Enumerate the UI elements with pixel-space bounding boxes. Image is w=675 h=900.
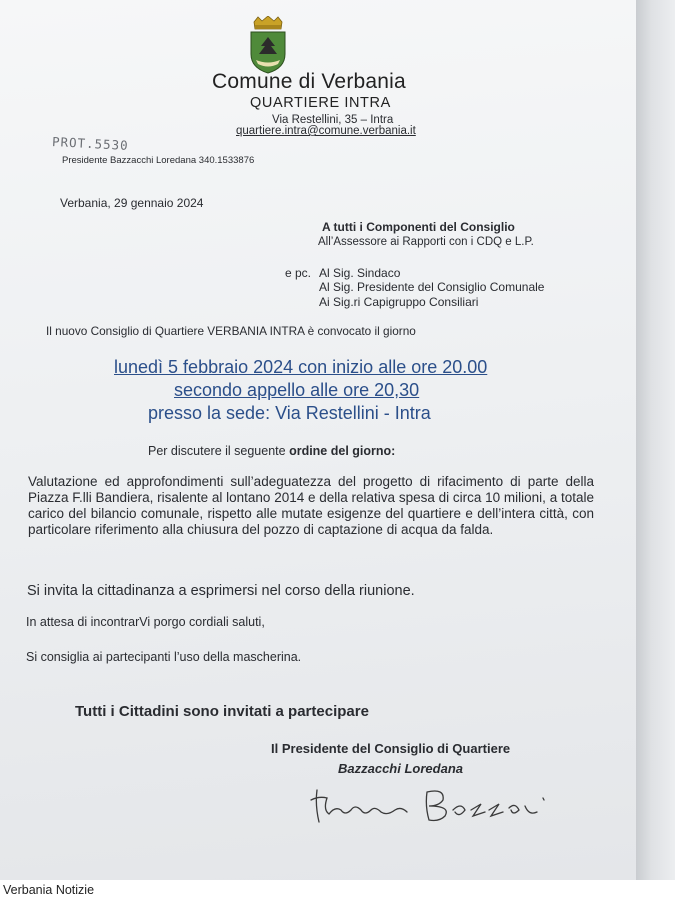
office-email-link[interactable]: quartiere.intra@comune.verbania.it (236, 125, 416, 137)
recipient-main: A tutti i Componenti del Consiglio (322, 220, 515, 234)
closing-greeting: In attesa di incontrarVi porgo cordiali saluti, (26, 615, 265, 629)
president-contact: Presidente Bazzacchi Loredana 340.1533876 (62, 155, 255, 166)
recipient-assessor: All’Assessore ai Rapporti con i CDQ e L.P. (318, 236, 534, 248)
municipality-name: Comune di Verbania (212, 70, 406, 93)
cc-label: e pc. (285, 266, 312, 280)
citizens-invited: Tutti i Cittadini sono invitati a partecipare (75, 703, 369, 720)
paper-edge-shadow (636, 0, 675, 880)
protocol-stamp: PROT.5530 (51, 134, 130, 153)
meeting-location: presso la sede: Via Restellini - Intra (148, 403, 431, 423)
cc-recipient-council-president: Al Sig. Presidente del Consiglio Comunale (319, 280, 545, 294)
signatory-name: Bazzacchi Loredana (338, 761, 463, 776)
verbania-crest-icon (247, 16, 289, 74)
meeting-date-time: lunedì 5 febbraio 2024 con inizio alle ore 20.00 (114, 357, 488, 377)
agenda-bold: ordine del giorno: (289, 444, 396, 458)
mask-advice: Si consiglia ai partecipanti l’uso della mascherina. (26, 650, 302, 664)
agenda-intro: Per discutere il seguente (148, 444, 290, 458)
agenda-heading (148, 444, 395, 458)
handwritten-signature-icon (305, 780, 555, 830)
cc-recipient-mayor: Al Sig. Sindaco (319, 266, 401, 280)
meeting-second-call: secondo appello alle ore 20,30 (174, 380, 420, 400)
convocation-intro: Il nuovo Consiglio di Quartiere VERBANIA INTRA è convocato il giorno (46, 324, 416, 338)
office-address: Via Restellini, 35 – Intra (272, 114, 394, 126)
district-name: QUARTIERE INTRA (250, 95, 391, 111)
agenda-body: Valutazione ed approfondimenti sull’adeguatezza del progetto di rifacimento di parte della Piazza F.lli Bandiera, risalente al lontano 2014 e della relativa spesa di circa 10 milioni, a totale carico del bilancio comunale, rispetto alle mutate esigenze del quartiere e dell’intera città, con particolare riferimento alla chiusura del pozzo di captazione di acqua da falda. (28, 474, 594, 537)
source-caption: Verbania Notizie (3, 883, 95, 897)
cc-recipient-group-leaders: Ai Sig.ri Capigruppo Consiliari (319, 295, 479, 309)
public-invitation: Si invita la cittadinanza a esprimersi nel corso della riunione. (27, 583, 415, 599)
letter-date: Verbania, 29 gennaio 2024 (60, 196, 204, 210)
signatory-title: Il Presidente del Consiglio di Quartiere (271, 741, 511, 756)
